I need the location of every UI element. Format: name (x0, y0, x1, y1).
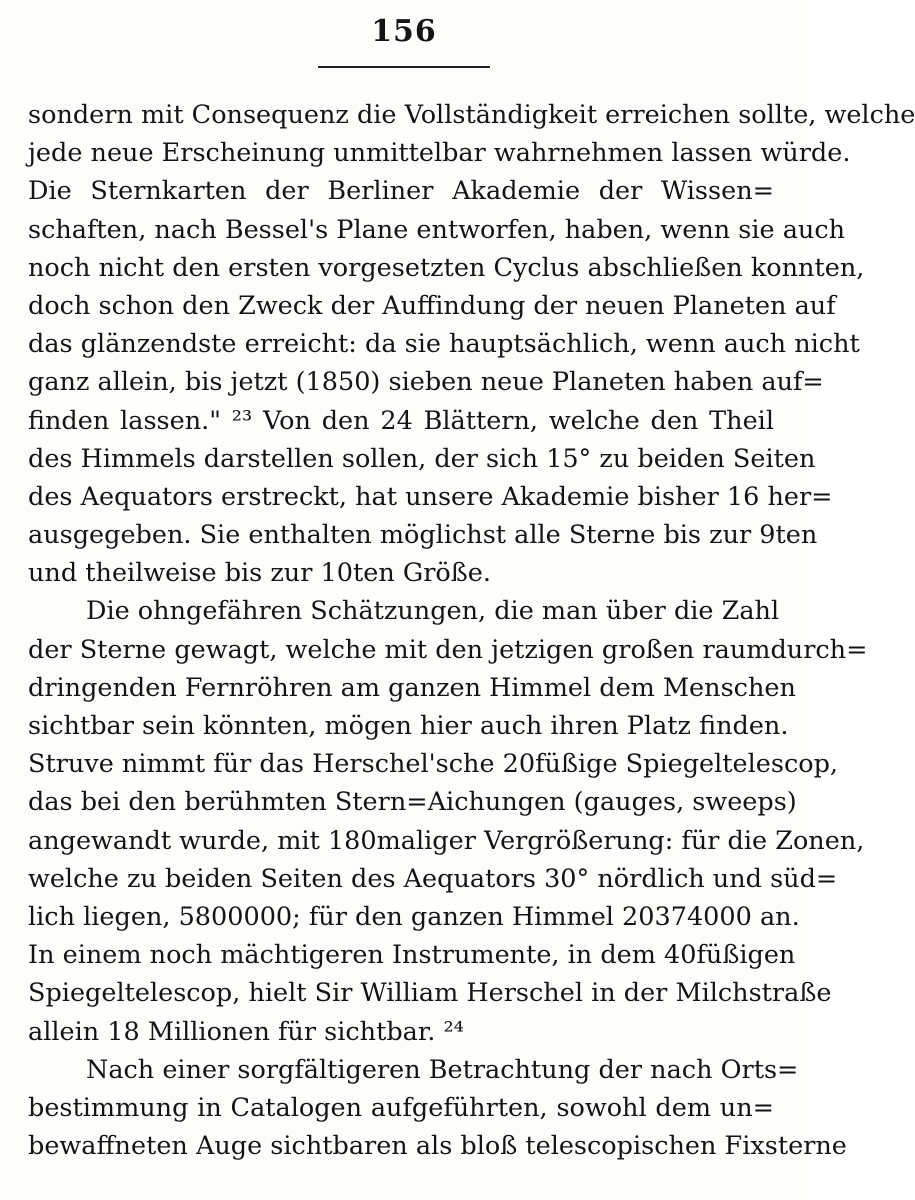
text-line: des Aequators erstreckt, hat unsere Akademie bisher 16 her= (28, 481, 833, 512)
text-line: Spiegeltelescop, hielt Sir William Herschel in der Milchstraße (28, 978, 832, 1009)
text-line: Die ohngefähren Schätzungen, die man über die Zahl (86, 596, 780, 627)
text-line: finden lassen." ²³ Von den 24 Blättern, welche den Theil (28, 405, 774, 436)
text-line: welche zu beiden Seiten des Aequators 30° nördlich und süd= (28, 863, 838, 894)
header-rule (318, 66, 490, 68)
text-line: jede neue Erscheinung unmittelbar wahrnehmen lassen würde. (28, 138, 851, 169)
text-line: das glänzendste erreicht: da sie hauptsächlich, wenn auch nicht (28, 329, 860, 360)
text-line: angewandt wurde, mit 180maliger Vergrößerung: für die Zonen, (28, 825, 865, 856)
text-line: lich liegen, 5800000; für den ganzen Himmel 20374000 an. (28, 901, 800, 932)
text-line: allein 18 Millionen für sichtbar. ²⁴ (28, 1016, 464, 1047)
text-line: der Sterne gewagt, welche mit den jetzigen großen raumdurch= (28, 634, 868, 665)
text-line: In einem noch mächtigeren Instrumente, in dem 40füßigen (28, 940, 796, 971)
text-line: das bei den berühmten Stern=Aichungen (gauges, sweeps) (28, 787, 797, 818)
text-line: ganz allein, bis jetzt (1850) sieben neue Planeten haben auf= (28, 367, 824, 398)
body-text (28, 96, 915, 1165)
text-line: doch schon den Zweck der Auffindung der neuen Planeten auf (28, 290, 836, 321)
text-line: noch nicht den ersten vorgesetzten Cyclus abschließen konnten, (28, 252, 865, 283)
text-line: sichtbar sein könnten, mögen hier auch ihren Platz finden. (28, 711, 789, 741)
page-number: 156 (371, 14, 437, 49)
text-line: des Himmels darstellen sollen, der sich 15° zu beiden Seiten (28, 443, 816, 474)
text-line: dringenden Fernröhren am ganzen Himmel dem Menschen (28, 672, 796, 703)
text-line: ausgegeben. Sie enthalten möglichst alle Sterne bis zur 9ten (28, 520, 818, 551)
text-line: bewaffneten Auge sichtbaren als bloß telescopischen Fixsterne (28, 1131, 847, 1162)
text-line: Nach einer sorgfältigeren Betrachtung der nach Orts= (86, 1054, 799, 1085)
text-line: Die Sternkarten der Berliner Akademie der Wissen= (28, 176, 774, 207)
text-line: schaften, nach Bessel's Plane entworfen, haben, wenn sie auch (28, 214, 846, 245)
text-line: und theilweise bis zur 10ten Größe. (28, 558, 491, 589)
text-line: Struve nimmt für das Herschel'sche 20füßige Spiegeltelescop, (28, 749, 839, 780)
text-line: sondern mit Consequenz die Vollständigkeit erreichen sollte, welche (28, 100, 915, 130)
text-line: bestimmung in Catalogen aufgeführten, sowohl dem un= (28, 1092, 774, 1123)
